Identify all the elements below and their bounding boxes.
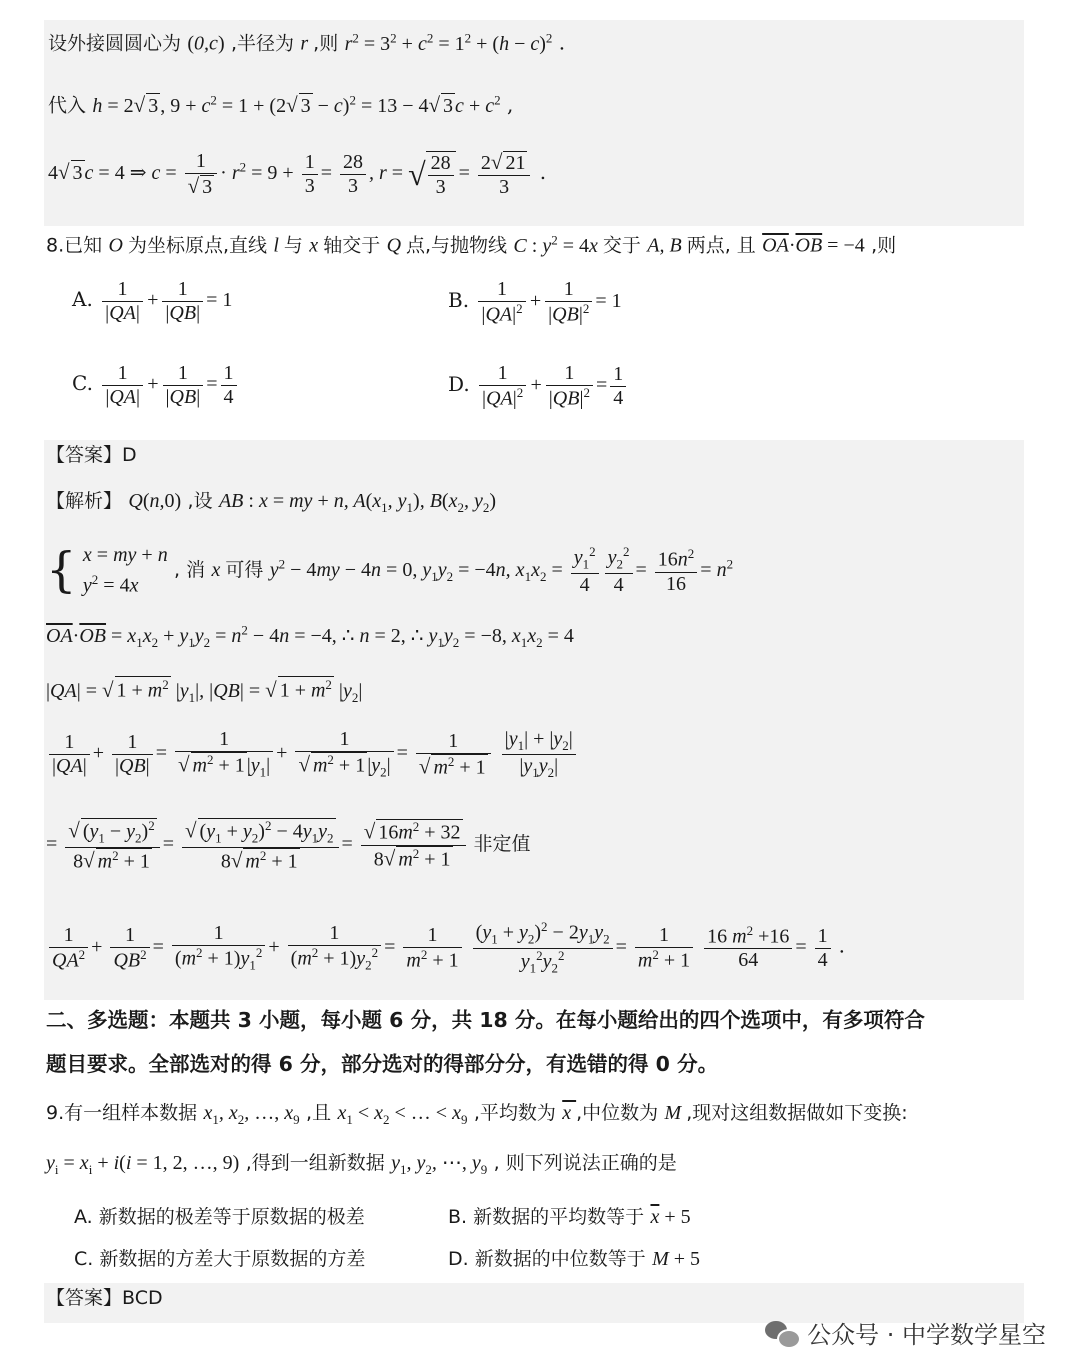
q8-option-b[interactable]: B. $\frac{1}{|QA|^2}$ + $\frac{1}{|QB|^2}$ = 1: [448, 278, 622, 326]
q9-stem-2: $y_i = x_i + i(i = 1$, 2, …, 9) ,得到一组新数据 $y_1$, $y_2$, ⋯, $y_9$ , 则下列说法正确的是: [46, 1152, 677, 1177]
q8-stem: 8.已知 O 为坐标原点,直线 l 与 x 轴交于 Q 点,与抛物线 C : $y^2 = 4x$ 交于 A, B 两点, 且 $\overline{OA}\cdot\overline{OB} = -4$ ,则: [46, 232, 897, 257]
q8-answer-block: [44, 440, 1024, 1000]
q9-option-b[interactable]: B. 新数据的平均数等于 $\overline{x} + 5$: [448, 1206, 691, 1228]
analysis-line-6: = $\frac{√ (y_1 - y_2)^2}{8√ m^2 + 1}$ = $\frac{√ (y_1 + y_2)^2 - 4y_1y_2}{8√ m^2 + 1}$ = $\frac{√ 16m^2 + 32}{8√ m^2 + 1}$ 非定值: [46, 818, 531, 873]
q9-option-c[interactable]: C. 新数据的方差大于原数据的方差: [74, 1248, 366, 1270]
q9-option-a[interactable]: A. 新数据的极差等于原数据的极差: [74, 1206, 365, 1228]
prev-line-3: 4√ 3 c = 4 ⇒ c = $\frac{1}{√ 3}$ · $r^2 = 9$ + $\frac{1}{3}$ = $\frac{28}{3}$ , r = √ $\frac{28}{3}$ = $\frac{2√ 21}{3}$ .: [48, 150, 547, 198]
section2-heading-2: 题目要求。全部选对的得 6 分，部分选对的得部分分，有选错的得 0 分。: [46, 1052, 719, 1076]
wechat-icon: [765, 1319, 799, 1347]
section2-heading-1: 二、多选题：本题共 3 小题，每小题 6 分，共 18 分。在每小题给出的四个选项中，有多项符合: [46, 1008, 925, 1032]
prev-line-2: 代入 h = 2√ 3 , $9 + c^2 = 1 + (2√$ 3 − c)$^2$ = 13 − 4√ 3 $c + c^2$ ,: [48, 92, 514, 117]
analysis-line-5: $\frac{1}{|QA|}$ + $\frac{1}{|QB|}$ = $\frac{1}{√ m^2 + 1 |y_1|}$ + $\frac{1}{√ m^2 + 1 |y_2|}$ = $\frac{1}{√ m^2 + 1}$ $\frac{|y_1| + |y_2|}{|y_1y_2|}$: [46, 728, 579, 781]
analysis-line-4: |QA| = √ $1 + m^2$ $|y_1|$, |QB| = √ $1 + m^2$ $|y_2|$: [46, 677, 363, 705]
watermark-text: 公众号 · 中学数学星空: [807, 1321, 1046, 1349]
analysis-line-2: { x = my + n $y^2 = 4x$ , 消 x 可得 $y^2 - 4my - 4n = 0$, $y_1y_2 = -4n$, $x_1x_2$ = $\frac{y_1^2}{4}$ $\frac{y_2^2}{4}$ = $\frac{16n^2}{16}$ = $n^2$: [46, 542, 734, 599]
q8-answer: 【答案】D: [46, 444, 137, 466]
q9-stem-1: 9.有一组样本数据 $x_1$, $x_2$, …, $x_9$ ,且 $x_1 < x_2$ < … < $x_9$ ,平均数为 x ,中位数为 M ,现对这组数据做如下变换:: [46, 1102, 908, 1127]
watermark: [765, 1315, 1046, 1350]
q8-option-d[interactable]: D. $\frac{1}{|QA|^2}$ + $\frac{1}{|QB|^2}$ = $\frac{1}{4}$: [448, 362, 629, 411]
prev-line-1: 设外接圆圆心为 (0,c) ,半径为 r ,则 $r^2 = 3^2 + c^2 = 1^2 + (h - c)^2$ .: [48, 30, 566, 55]
analysis-line-1: 【解析】 Q(n,0) ,设 AB : x = my + n, $A(x_1$, $y_1$), $B(x_2$, $y_2$): [46, 490, 497, 515]
q8-option-c[interactable]: C. $\frac{1}{|QA|}$ + $\frac{1}{|QB|}$ = $\frac{1}{4}$: [72, 362, 240, 409]
analysis-line-7: $\frac{1}{QA^2}$ + $\frac{1}{QB^2}$ = $\frac{1}{(m^2 + 1)y_1^2}$ + $\frac{1}{(m^2 + 1)y_2^2}$ = $\frac{1}{m^2 + 1}$ $\frac{(y_1 + y_2)^2 - 2y_1y_2}{y_1^2y_2^2}$ = $\frac{1}{m^2 + 1}$ $\frac{16 m^2 +16}{64}$ = $\frac{1}{4}$ .: [46, 920, 845, 976]
q9-answer: 【答案】BCD: [46, 1287, 163, 1309]
q8-option-a[interactable]: A. $\frac{1}{|QA|}$ + $\frac{1}{|QB|}$ = 1: [72, 278, 233, 324]
q9-option-d[interactable]: D. 新数据的中位数等于 M + 5: [448, 1248, 701, 1270]
analysis-line-3: $\overline{OA}\cdot\overline{OB} = x_1x_2 + y_1y_2 = n^2 - 4n = -4$, ∴ n = 2, ∴ $y_1y_2 = -8$, $x_1x_2 = 4$: [46, 622, 574, 650]
